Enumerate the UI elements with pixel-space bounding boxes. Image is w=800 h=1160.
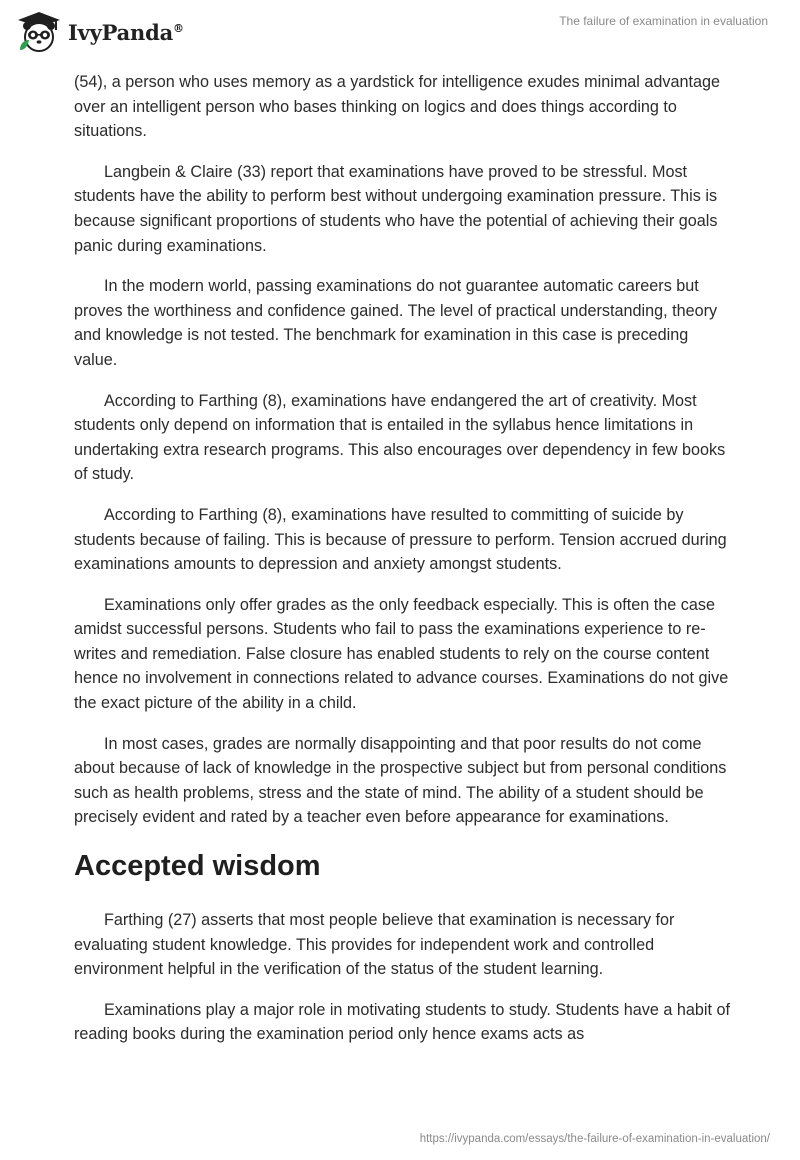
brand-name: IvyPanda® [68,19,184,45]
panda-icon [16,10,62,54]
document-title: The failure of examination in evaluation [559,14,768,28]
paragraph: According to Farthing (8), examinations have resulted to committing of suicide by students because of failing. This is because of pressure to perform. Tension accrued during examinations amounts to depression and anxiety amongst students. [74,505,727,574]
page-header [0,0,800,70]
essay-body [74,70,734,1063]
paragraph: Examinations play a major role in motivating students to study. Students have a habit of reading books during the examination period only hence exams acts as [74,1000,730,1044]
paragraph: According to Farthing (8), examinations have endangered the art of creativity. Most students only depend on information that is entailed in the syllabus hence limitations in undertaking extra research programs. This also encourages over dependency in few books of study. [74,391,726,484]
paragraph: (54), a person who uses memory as a yardstick for intelligence exudes minimal advantage over an intelligent person who bases thinking on logics and does things according to situations. [74,73,721,141]
paragraph: In the modern world, passing examinations do not guarantee automatic careers but proves the worthiness and confidence gained. The level of practical understanding, theory and knowledge is not tested. The benchmark for examination in this case is preceding value. [74,277,718,369]
source-url[interactable]: https://ivypanda.com/essays/the-failure-of-examination-in-evaluation/ [419,1133,770,1145]
ivypanda-logo[interactable] [16,10,184,54]
section-heading: Accepted wisdom [74,850,321,883]
paragraph: Farthing (27) asserts that most people believe that examination is necessary for evaluating student knowledge. This provides for independent work and controlled environment helpful in the verification of the status of the student learning. [74,911,675,979]
paragraph: In most cases, grades are normally disappointing and that poor results do not come about because of lack of knowledge in the prospective subject but from personal conditions such as health problems, stress and the state of mind. The ability of a student should be precisely evident and rated by a teacher even before appearance for examinations. [74,734,727,827]
paragraph: Langbein & Claire (33) report that examinations have proved to be stressful. Most students have the ability to perform best without undergoing examination pressure. This is because significant proportions of students who have the potential of achieving their goals panic during examinations. [74,162,718,255]
paragraph: Examinations only offer grades as the only feedback especially. This is often the case amidst successful persons. Students who fail to pass the examinations experience to re-writes and remediation. False closure has enabled students to rely on the course content hence no involvement in connections related to advance courses. Examinations do not give the exact picture of the ability in a child. [74,595,729,713]
